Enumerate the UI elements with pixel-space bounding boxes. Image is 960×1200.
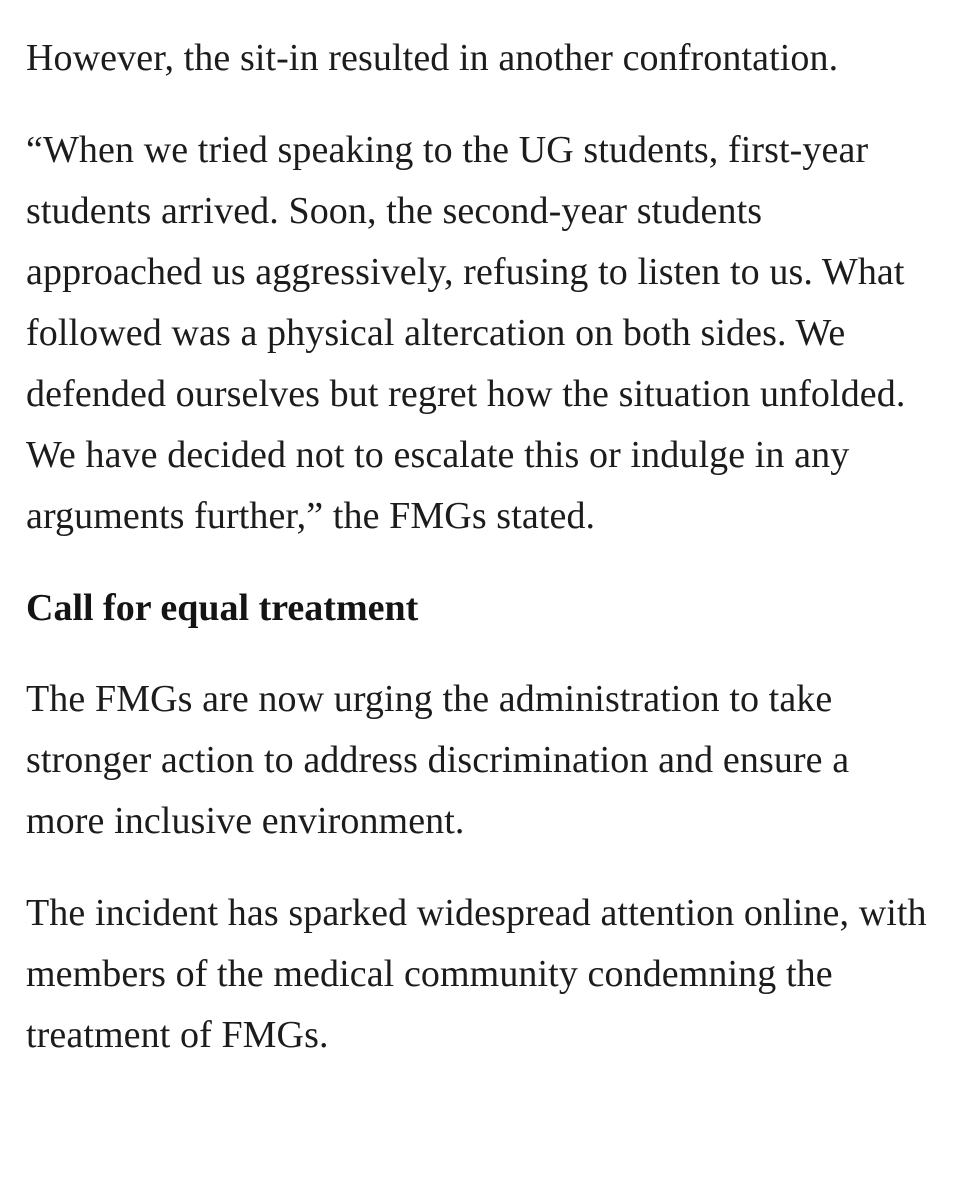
paragraph-sit-in: However, the sit-in resulted in another confrontation. [26, 37, 839, 79]
article-body [26, 28, 936, 1097]
paragraph-fmg-quote: “When we tried speaking to the UG students, first-year students arrived. Soon, the second-year students approached us aggressively, refusing to listen to us. What followed was a physical altercation on both sides. We defended ourselves but regret how the situation unfolded. We have decided not to escalate this or indulge in any arguments further,” the FMGs stated. [26, 129, 906, 537]
section-heading: Call for equal treatment [26, 587, 419, 629]
paragraph-widespread-attention: The incident has sparked widespread attention online, with members of the medical community condemning the treatment of FMGs. [26, 892, 927, 1056]
paragraph-urging-action: The FMGs are now urging the administration to take stronger action to address discrimination and ensure a more inclusive environment. [26, 678, 850, 842]
